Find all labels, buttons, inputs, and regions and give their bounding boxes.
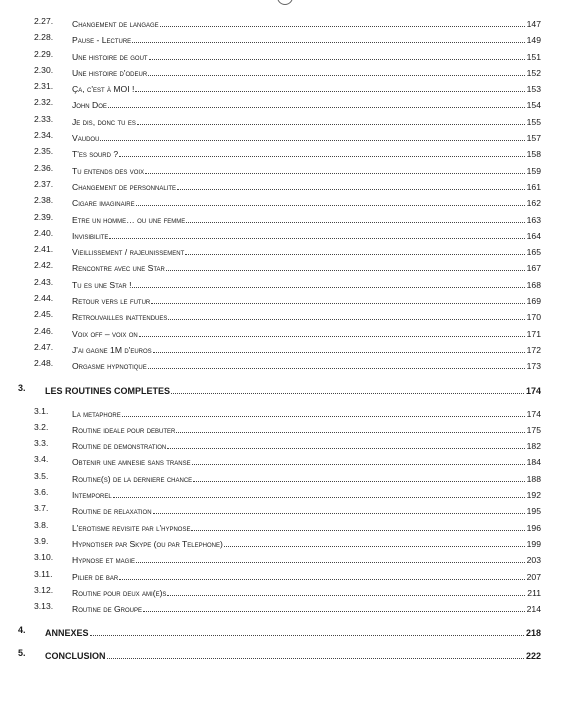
toc-entry-number: 2.31. bbox=[34, 81, 54, 92]
toc-entry-page: 175 bbox=[526, 424, 541, 435]
toc-entry-number: 2.39. bbox=[34, 211, 54, 222]
toc-section-page: 174 bbox=[525, 385, 541, 396]
toc-entry-title: Routine de Groupe bbox=[72, 604, 143, 615]
toc-entry-page: 153 bbox=[526, 84, 541, 95]
toc-leader bbox=[166, 257, 525, 271]
toc-entry-number: 3.11. bbox=[34, 568, 53, 579]
toc-entry-number: 3.2. bbox=[34, 421, 49, 432]
toc-entry[interactable] bbox=[0, 484, 587, 500]
toc-entry-title: Changement de langage bbox=[72, 19, 159, 29]
toc-entry-number: 3.13. bbox=[34, 601, 54, 612]
toc-group-2 bbox=[0, 13, 587, 372]
toc-section-4[interactable] bbox=[0, 622, 587, 639]
toc-leader bbox=[108, 94, 525, 108]
toc-entry-title: Vaudou bbox=[72, 133, 100, 144]
toc-section-5[interactable] bbox=[0, 645, 587, 662]
toc-entry-title: L'erotisme revisite par l'hypnose bbox=[72, 522, 191, 533]
toc-entry-page: 211 bbox=[527, 587, 541, 598]
toc-leader bbox=[193, 468, 524, 482]
toc-entry[interactable] bbox=[0, 143, 587, 159]
toc-leader bbox=[90, 622, 524, 636]
toc-entry-page: 165 bbox=[526, 247, 541, 258]
toc-leader bbox=[145, 160, 525, 174]
toc-entry-title: Pause - Lecture bbox=[72, 35, 132, 46]
table-of-contents bbox=[0, 13, 587, 662]
toc-entry-number: 3.7. bbox=[34, 503, 49, 514]
toc-section-number: 3. bbox=[18, 382, 26, 393]
toc-entry[interactable] bbox=[0, 78, 587, 94]
toc-entry-page: 173 bbox=[526, 361, 541, 372]
toc-leader bbox=[168, 306, 524, 320]
toc-leader bbox=[137, 111, 525, 125]
toc-leader bbox=[167, 582, 525, 596]
toc-entry-page: 174 bbox=[526, 408, 541, 419]
toc-entry-number: 3.5. bbox=[34, 470, 49, 481]
toc-entry-title: Rencontre avec une Star bbox=[72, 263, 165, 274]
toc-entry-title: Vieillissement / rajeunissement bbox=[72, 247, 185, 258]
toc-entry-number: 3.8. bbox=[34, 519, 49, 530]
toc-entry-title: Routine pour deux ami(e)s bbox=[72, 587, 167, 598]
toc-entry[interactable] bbox=[0, 549, 587, 565]
toc-entry-page: 192 bbox=[526, 490, 541, 501]
toc-entry-page: 188 bbox=[526, 473, 541, 484]
toc-leader bbox=[186, 209, 524, 223]
toc-entry[interactable] bbox=[0, 403, 587, 419]
toc-entry-number: 2.45. bbox=[34, 309, 54, 320]
toc-entry[interactable] bbox=[0, 241, 587, 257]
toc-section-page: 218 bbox=[525, 628, 541, 639]
toc-entry[interactable] bbox=[0, 306, 587, 322]
toc-entry-number: 3.1. bbox=[34, 405, 49, 416]
toc-leader bbox=[136, 192, 525, 206]
toc-entry[interactable] bbox=[0, 111, 587, 127]
toc-entry[interactable] bbox=[0, 176, 587, 192]
toc-entry-page: 164 bbox=[526, 230, 541, 241]
toc-leader bbox=[153, 500, 525, 514]
toc-entry-page: 169 bbox=[526, 296, 541, 307]
toc-entry-number: 2.43. bbox=[34, 276, 54, 287]
toc-entry-title: Retour vers le futur bbox=[72, 296, 151, 307]
toc-leader bbox=[176, 419, 524, 433]
toc-leader bbox=[136, 549, 525, 563]
toc-entry-title: Routine(s) de la derniere chance bbox=[72, 473, 193, 484]
toc-entry[interactable] bbox=[0, 127, 587, 143]
toc-entry-number: 2.40. bbox=[34, 227, 54, 238]
toc-entry[interactable] bbox=[0, 435, 587, 451]
toc-entry[interactable] bbox=[0, 29, 587, 45]
toc-entry-number: 3.10. bbox=[34, 552, 54, 563]
toc-entry-page: 151 bbox=[526, 51, 541, 62]
toc-entry-number: 2.37. bbox=[34, 178, 54, 189]
toc-entry-number: 2.42. bbox=[34, 260, 54, 271]
toc-leader bbox=[109, 225, 524, 239]
toc-entry-title: Obtenir une amnesie sans transe bbox=[72, 457, 191, 468]
toc-leader bbox=[167, 435, 524, 449]
toc-leader bbox=[148, 355, 525, 369]
toc-entry-page: 157 bbox=[526, 133, 541, 144]
toc-entry-number: 3.12. bbox=[34, 584, 54, 595]
header-ornament bbox=[277, 0, 293, 5]
toc-section-page: 222 bbox=[525, 651, 541, 662]
toc-leader bbox=[113, 484, 525, 498]
toc-entry-page: 152 bbox=[526, 67, 541, 78]
toc-entry[interactable] bbox=[0, 533, 587, 549]
toc-entry-number: 2.41. bbox=[34, 244, 54, 255]
toc-entry-page: 196 bbox=[526, 522, 541, 533]
toc-entry[interactable] bbox=[0, 209, 587, 225]
toc-leader bbox=[132, 274, 524, 288]
toc-entry-number: 2.44. bbox=[34, 293, 54, 304]
toc-leader bbox=[153, 339, 525, 353]
toc-entry[interactable] bbox=[0, 323, 587, 339]
toc-entry[interactable] bbox=[0, 290, 587, 306]
toc-entry-title: Routine de demonstration bbox=[72, 441, 167, 452]
toc-entry-page: 168 bbox=[526, 279, 541, 290]
toc-entry-title: Hypnose et magie bbox=[72, 555, 135, 566]
toc-entry-number: 2.38. bbox=[34, 195, 54, 206]
toc-entry-page: 170 bbox=[526, 312, 541, 323]
toc-leader bbox=[132, 29, 525, 43]
toc-leader bbox=[122, 403, 525, 417]
toc-entry[interactable] bbox=[0, 355, 587, 371]
toc-leader bbox=[191, 517, 524, 531]
toc-entry-number: 2.36. bbox=[34, 162, 54, 173]
toc-entry-number: 2.29. bbox=[34, 48, 54, 59]
toc-entry-title: Cigare imaginaire bbox=[72, 198, 135, 209]
toc-entry[interactable] bbox=[0, 339, 587, 355]
toc-section-number: 4. bbox=[18, 625, 26, 636]
toc-entry-page: 184 bbox=[526, 457, 541, 468]
toc-leader bbox=[185, 241, 524, 255]
toc-entry[interactable] bbox=[0, 160, 587, 176]
toc-entry-page: 195 bbox=[526, 506, 541, 517]
toc-entry-number: 2.47. bbox=[34, 341, 54, 352]
toc-entry-number: 2.33. bbox=[34, 113, 54, 124]
toc-leader bbox=[139, 323, 525, 337]
toc-entry-title: Voix off – voix on bbox=[72, 328, 138, 339]
toc-entry-number: 2.34. bbox=[34, 130, 54, 141]
toc-entry-title: Tu entends des voix bbox=[72, 165, 145, 176]
toc-section-title: ANNEXES bbox=[45, 628, 89, 639]
toc-entry[interactable] bbox=[0, 225, 587, 241]
toc-entry-title: T'es sourd ? bbox=[72, 149, 119, 160]
toc-entry[interactable] bbox=[0, 419, 587, 435]
toc-section-number: 5. bbox=[18, 648, 26, 659]
toc-entry-page: 147 bbox=[526, 19, 541, 29]
toc-leader bbox=[119, 143, 525, 157]
toc-entry[interactable] bbox=[0, 94, 587, 110]
toc-leader bbox=[148, 62, 524, 76]
toc-entry[interactable] bbox=[0, 517, 587, 533]
toc-leader bbox=[119, 566, 524, 580]
toc-entry[interactable] bbox=[0, 46, 587, 62]
toc-leader bbox=[149, 46, 525, 60]
toc-entry[interactable] bbox=[0, 468, 587, 484]
toc-entry-page: 154 bbox=[526, 100, 541, 111]
toc-entry-number: 3.6. bbox=[34, 487, 49, 498]
toc-leader bbox=[151, 290, 524, 304]
toc-entry[interactable] bbox=[0, 62, 587, 78]
toc-entry-page: 163 bbox=[526, 214, 541, 225]
toc-entry-title: Invisibilite bbox=[72, 230, 109, 241]
toc-entry-number: 2.35. bbox=[34, 146, 54, 157]
toc-entry-title: Routine ideale pour debuter bbox=[72, 424, 176, 435]
toc-entry-title: Retrouvailles inattendues bbox=[72, 312, 168, 323]
toc-entry-title: Changement de personnalite bbox=[72, 181, 176, 192]
toc-group-3 bbox=[0, 403, 587, 615]
toc-section-3[interactable] bbox=[0, 380, 587, 397]
toc-leader bbox=[143, 598, 525, 612]
toc-entry-page: 207 bbox=[526, 571, 541, 582]
toc-entry-number: 3.9. bbox=[34, 535, 49, 546]
toc-entry[interactable] bbox=[0, 500, 587, 516]
toc-entry-page: 161 bbox=[526, 181, 541, 192]
toc-entry-page: 162 bbox=[526, 198, 541, 209]
toc-entry-title: Je dis, donc tu es bbox=[72, 116, 136, 127]
toc-entry-title: Hypnotiser par Skype (ou par Telephone) bbox=[72, 538, 223, 549]
toc-entry[interactable] bbox=[0, 274, 587, 290]
toc-entry[interactable] bbox=[0, 566, 587, 582]
toc-leader bbox=[177, 176, 525, 190]
toc-entry-page: 214 bbox=[526, 604, 541, 615]
toc-entry-number: 2.48. bbox=[34, 358, 54, 369]
toc-leader bbox=[192, 451, 525, 465]
toc-entry-title: Ça, c'est à MOI ! bbox=[72, 84, 135, 95]
toc-entry[interactable] bbox=[0, 598, 587, 614]
toc-entry-number: 2.46. bbox=[34, 325, 54, 336]
toc-entry-page: 155 bbox=[526, 116, 541, 127]
toc-section-title: LES ROUTINES COMPLETES bbox=[45, 385, 171, 396]
toc-entry-page: 171 bbox=[526, 328, 541, 339]
toc-leader bbox=[224, 533, 525, 547]
toc-entry-title: Une histoire de gout bbox=[72, 51, 148, 62]
toc-entry-page: 172 bbox=[526, 344, 541, 355]
toc-entry-number: 2.28. bbox=[34, 32, 54, 43]
toc-leader bbox=[171, 380, 524, 394]
toc-entry-page: 182 bbox=[526, 441, 541, 452]
toc-entry-title: Intemporel bbox=[72, 490, 112, 501]
toc-leader bbox=[107, 645, 524, 659]
toc-leader bbox=[135, 78, 524, 92]
toc-entry-page: 203 bbox=[526, 555, 541, 566]
toc-entry-page: 159 bbox=[526, 165, 541, 176]
toc-leader bbox=[100, 127, 524, 141]
toc-entry-page: 199 bbox=[526, 538, 541, 549]
toc-entry-title: Etre un homme… ou une femme bbox=[72, 214, 186, 225]
toc-entry-title: J'ai gagne 1M d'euros bbox=[72, 344, 152, 355]
toc-entry-title: Pilier de bar bbox=[72, 571, 119, 582]
toc-entry-title: John Doe bbox=[72, 100, 107, 111]
toc-leader bbox=[160, 13, 525, 27]
toc-entry-title: Routine de relaxation bbox=[72, 506, 152, 517]
toc-entry[interactable] bbox=[0, 451, 587, 467]
toc-entry[interactable] bbox=[0, 13, 587, 29]
toc-entry-page: 158 bbox=[526, 149, 541, 160]
toc-section-title: CONCLUSION bbox=[45, 651, 106, 662]
toc-entry-number: 3.3. bbox=[34, 438, 49, 449]
toc-entry-number: 2.27. bbox=[34, 16, 54, 26]
toc-entry-number: 3.4. bbox=[34, 454, 49, 465]
toc-entry-title: La metaphore bbox=[72, 408, 121, 419]
toc-entry[interactable] bbox=[0, 257, 587, 273]
toc-entry-page: 149 bbox=[526, 35, 541, 46]
toc-entry-number: 2.32. bbox=[34, 97, 54, 108]
toc-entry[interactable] bbox=[0, 192, 587, 208]
toc-entry-title: Orgasme hypnotique bbox=[72, 361, 147, 372]
toc-entry-number: 2.30. bbox=[34, 64, 54, 75]
toc-entry-title: Tu es une Star ! bbox=[72, 279, 132, 290]
toc-entry[interactable] bbox=[0, 582, 587, 598]
toc-entry-page: 167 bbox=[526, 263, 541, 274]
toc-entry-title: Une histoire d'odeur bbox=[72, 67, 148, 78]
